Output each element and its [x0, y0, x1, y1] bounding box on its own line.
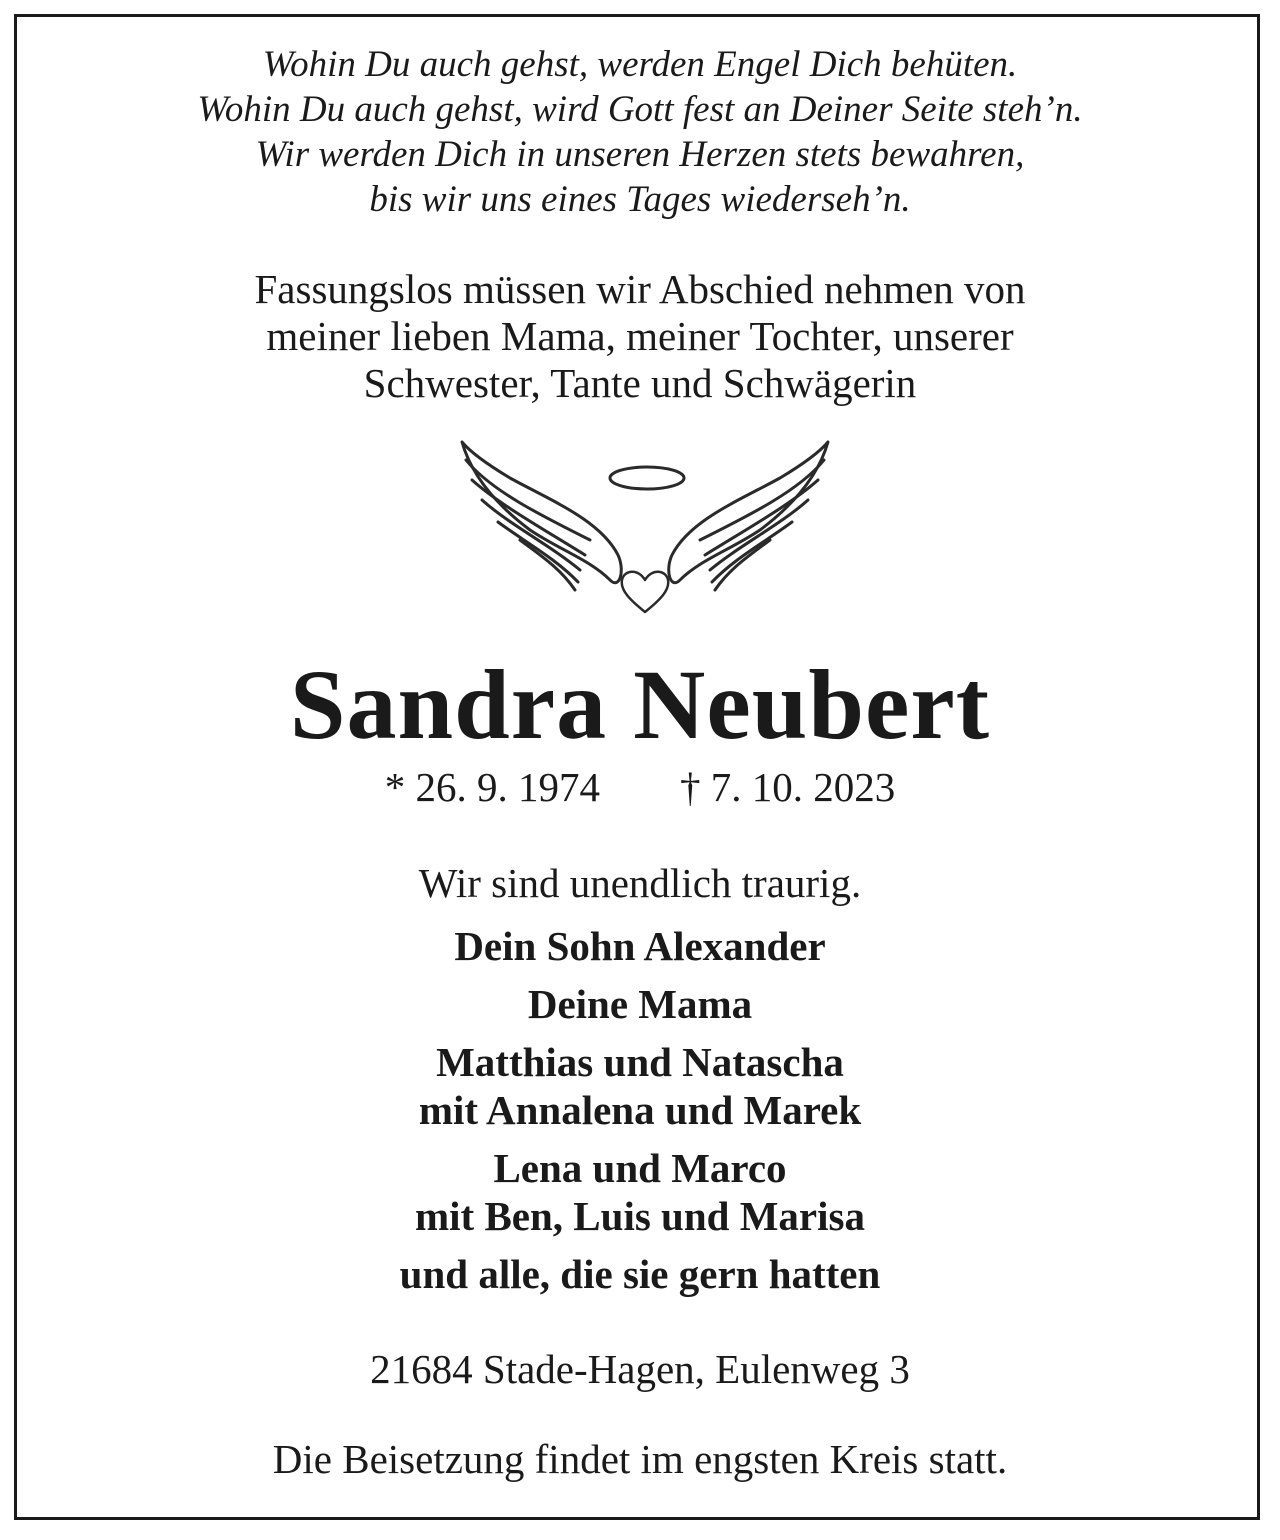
mourners-list — [0, 922, 1280, 1308]
intro-line: meiner lieben Mama, meiner Tochter, unserer — [266, 313, 1014, 359]
mourner-line: mit Ben, Luis und Marisa — [415, 1193, 865, 1239]
burial-note: Die Beisetzung findet im engsten Kreis statt. — [272, 1436, 1008, 1482]
mourner-son: Dein Sohn Alexander — [454, 923, 826, 969]
intro-line: Fassungslos müssen wir Abschied nehmen von — [254, 266, 1026, 312]
poem-line: bis wir uns eines Tages wiederseh’n. — [369, 179, 911, 220]
mourner-group — [0, 1144, 1280, 1240]
life-dates — [0, 762, 1280, 812]
birth-date: * 26. 9. 1974 — [384, 764, 600, 810]
mourner-line: Matthias und Natascha — [436, 1039, 844, 1085]
intro-text — [0, 266, 1280, 407]
poem-line: Wir werden Dich in unseren Herzen stets bewahren, — [255, 134, 1025, 175]
mourner-mother: Deine Mama — [527, 981, 753, 1027]
grief-line: Wir sind unendlich traurig. — [418, 860, 862, 906]
poem-line: Wohin Du auch gehst, wird Gott fest an Deiner Seite steh’n. — [197, 89, 1083, 130]
mourner-line: mit Annalena und Marek — [418, 1087, 862, 1133]
mourner-all: und alle, die sie gern hatten — [399, 1251, 881, 1297]
address: 21684 Stade-Hagen, Eulenweg 3 — [370, 1346, 910, 1392]
deceased-name: Sandra Neubert — [289, 649, 991, 760]
poem — [0, 42, 1280, 222]
poem-line: Wohin Du auch gehst, werden Engel Dich behüten. — [262, 44, 1018, 85]
death-date: † 7. 10. 2023 — [680, 764, 896, 810]
angel-wings-halo-heart-icon — [450, 430, 840, 620]
mourner-line: Lena und Marco — [493, 1145, 787, 1191]
intro-line: Schwester, Tante und Schwägerin — [363, 360, 917, 406]
mourner-group — [0, 1038, 1280, 1134]
